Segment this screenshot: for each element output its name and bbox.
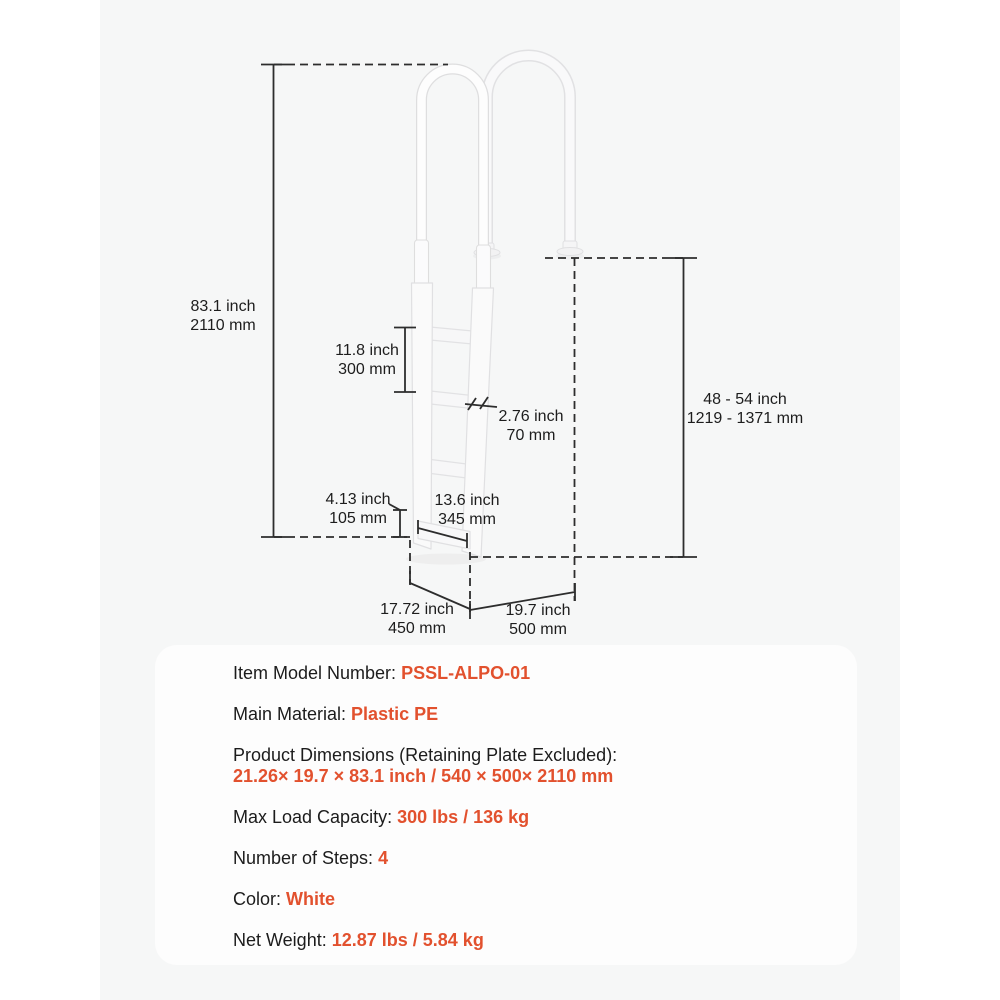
spec-row-color <box>233 889 817 910</box>
step-spacing-label: 11.8 inch 300 mm <box>335 342 399 378</box>
spec-row-steps <box>233 848 817 869</box>
spec-row-weight <box>233 930 817 951</box>
plate-height-label: 4.13 inch 105 mm <box>325 491 391 527</box>
rear-handrail <box>474 56 583 257</box>
spec-label: Item Model Number: <box>233 663 402 683</box>
base-depth-label: 17.72 inch 450 mm <box>380 601 454 637</box>
spec-value: 4 <box>378 848 389 868</box>
step-thickness-label: 2.76 inch 70 mm <box>498 408 564 444</box>
spec-value: Plastic PE <box>351 704 439 724</box>
specs-panel <box>155 645 857 965</box>
spec-label: Product Dimensions (Retaining Plate Excluded): <box>233 745 618 765</box>
spec-value: 21.26× 19.7 × 83.1 inch / 540 × 500× 2110 mm <box>233 766 614 786</box>
spec-value: 300 lbs / 136 kg <box>397 807 530 827</box>
spec-row-dimensions <box>233 745 817 787</box>
spec-value: White <box>286 889 336 909</box>
spec-label: Main Material: <box>233 704 352 724</box>
step-width-label: 13.6 inch 345 mm <box>434 492 500 528</box>
spec-value: PSSL-ALPO-01 <box>401 663 531 683</box>
spec-label: Number of Steps: <box>233 848 379 868</box>
base-width-label: 19.7 inch 500 mm <box>505 602 571 638</box>
spec-label: Max Load Capacity: <box>233 807 398 827</box>
spec-value: 12.87 lbs / 5.84 kg <box>331 930 484 950</box>
front-handrail <box>422 69 484 250</box>
mount-height-label: 48 - 54 inch 1219 - 1371 mm <box>686 391 804 427</box>
spec-label: Net Weight: <box>233 930 332 950</box>
spec-row-material <box>233 704 817 725</box>
spec-row-capacity <box>233 807 817 828</box>
total-height-label: 83.1 inch 2110 mm <box>190 298 256 334</box>
spec-row-model <box>233 663 817 684</box>
spec-label: Color: <box>233 889 287 909</box>
